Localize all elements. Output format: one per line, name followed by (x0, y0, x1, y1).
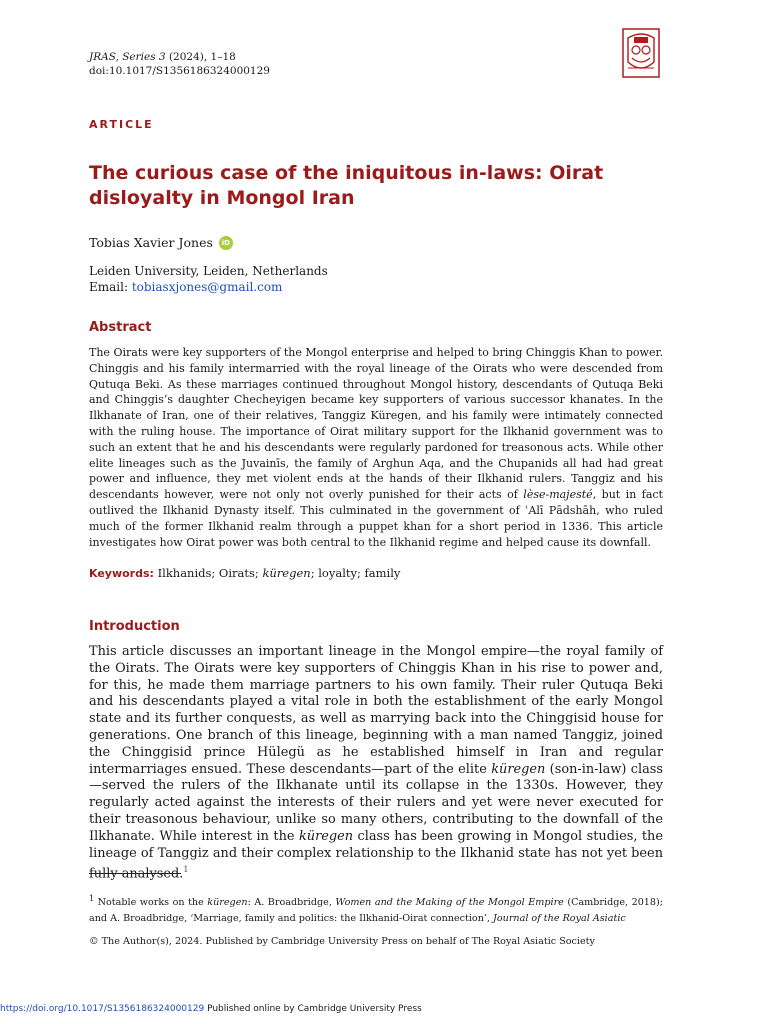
introduction-body (89, 644, 663, 883)
abstract-heading: Abstract (89, 320, 152, 335)
copyright-notice: © The Author(s), 2024. Published by Cambridge University Press on behalf of The Royal Asiatic Society (89, 936, 595, 947)
orcid-icon[interactable]: iD (219, 236, 233, 250)
intro-italic-2: küregen (298, 828, 354, 844)
email-label: Email: (89, 280, 132, 294)
article-title: The curious case of the iniquitous in-laws: Oirat disloyalty in Mongol Iran (89, 162, 604, 209)
journal-name: JRAS, Series 3 (89, 51, 166, 63)
footnote-italic-3: Journal of the Royal Asiatic (493, 913, 626, 925)
abstract-body (89, 345, 663, 550)
footnote-italic-1: küregen (207, 897, 248, 909)
author-affiliation (89, 263, 328, 295)
keywords-b: ; loyalty; family (310, 566, 401, 580)
abstract-italic: lèse-majesté (523, 488, 593, 502)
footnote-text-3: (Cambridge, 2018); and A. Broadbridge, ‘Marriage, family and politics: the Ilkhanid-Oirat connection’, (89, 897, 663, 925)
article-type-label: ARTICLE (89, 118, 154, 131)
publication-footer (0, 1004, 422, 1014)
author-name: Tobias Xavier Jones (89, 235, 213, 250)
author-row (89, 235, 233, 250)
journal-volume: (2024), 1–18 (165, 51, 236, 63)
footnote-ref[interactable]: 1 (183, 865, 189, 875)
keywords-italic: küregen (262, 566, 311, 580)
footnote-text-2: : A. Broadbridge, (247, 897, 336, 909)
footnote-italic-2: Women and the Making of the Mongol Empire (335, 897, 564, 909)
email-link[interactable]: tobiasxjones@gmail.com (131, 280, 283, 294)
journal-doi: doi:10.1017/S1356186324000129 (89, 65, 270, 77)
abstract-text-1: The Oirats were key supporters of the Mongol enterprise and helped to bring Chinggis Khan to power. Chinggis and his family intermarried with the royal lineage of the Oirats who were descended from Qutuqa Beki. As these marriages continued throughout Mongol history, descendants of Qutuqa Beki and Chinggis’s daughter Checheyigen became key supporters of various successor khanates. In the Ilkhanate of Iran, one of their relatives, Tanggiz Küregen, and his family were intimately connected with the ruling house. The importance of Oirat military support for the Ilkhanid government was to such an extent that he and his descendants were regularly pardoned for treasonous acts. While other elite lineages such as the Juvainīs, the family of Arghun Aqa, and the Chupanids all had had great power and influence, they met violent ends at the hands of their Ilkhanid rulers. Tanggiz and his descendants however, were not only not overly punished for their acts of (89, 346, 663, 502)
intro-text-3: class has been growing in Mongol studies, the lineage of Tanggiz and their complex relationship to the Ilkhanid state has not yet been fully analysed. (89, 828, 663, 882)
keywords-a: Ilkhanids; Oirats; (153, 566, 263, 580)
keywords (89, 566, 400, 580)
footnote-number: 1 (89, 894, 95, 903)
keywords-label: Keywords: (89, 567, 154, 580)
doi-link[interactable]: https://doi.org/10.1017/S1356186324000129 (0, 1004, 205, 1014)
abstract-text-2: , but in fact outlived the Ilkhanid Dynasty itself. This culminated in the government of ʿAlī Pādshāh, who ruled much of the former Ilkhanid realm through a puppet khan for a short period in 1336. This article investigates how Oirat power was both central to the Ilkhanid regime and helped cause its downfall. (89, 488, 663, 549)
intro-text-1: This article discusses an important lineage in the Mongol empire—the royal family of the Oirats. The Oirats were key supporters of Chinggis Khan in his rise to power and, for this, he made them marriage partners to his own family. Their ruler Qutuqa Beki and his descendants played a vital role in both the establishment of the early Mongol state and its further conquests, as well as marrying back into the Chinggisid house for generations. One branch of this lineage, beginning with a man named Tanggiz, joined the Chinggisid prince Hülegü as he established himself in Iran and regular intermarriages ensued. These descendants—part of the elite (89, 644, 663, 777)
footnote-text-1: Notable works on the (94, 897, 208, 909)
published-online-text: Published online by Cambridge University Press (204, 1004, 422, 1014)
intro-text-2: (son-in-law) class—served the rulers of the Ilkhanate until its collapse in the 1330s. However, they regularly acted against the interests of their rulers and yet were never executed for their treasonous behaviour, unlike so many others, contributing to the downfall of the Ilkhanate. While interest in the (89, 761, 664, 844)
affiliation-text: Leiden University, Leiden, Netherlands (89, 264, 328, 278)
footnote-divider (89, 873, 181, 874)
intro-italic-1: küregen (491, 761, 546, 777)
society-crest-icon (622, 28, 660, 78)
introduction-heading: Introduction (89, 619, 180, 634)
journal-citation (89, 50, 270, 78)
footnote (89, 891, 663, 927)
